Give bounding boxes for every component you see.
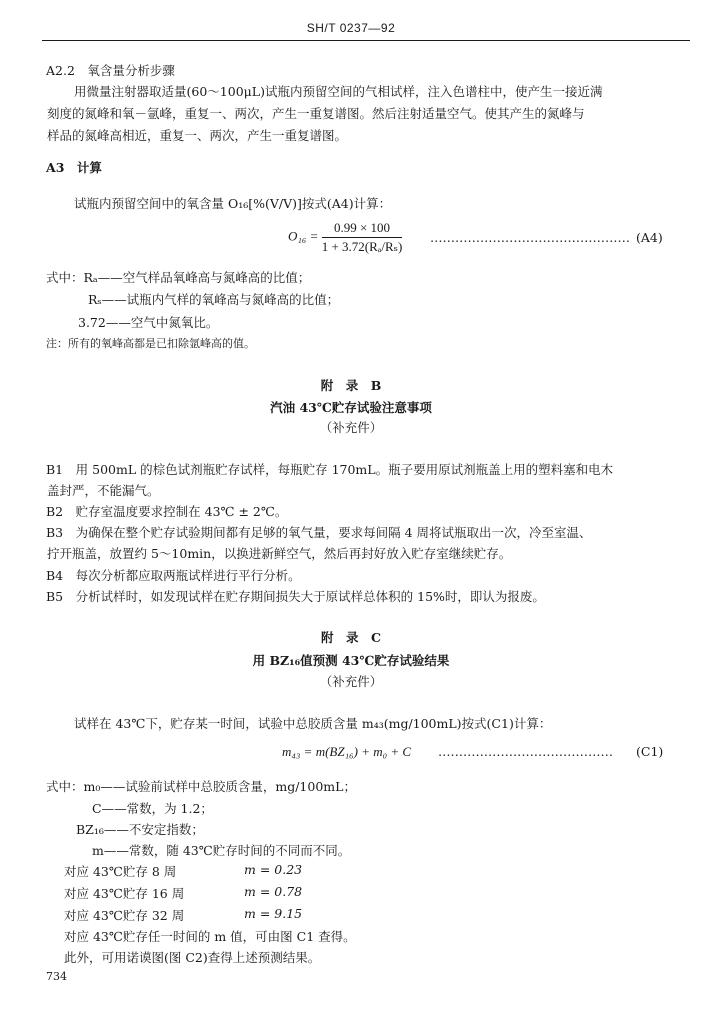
c1-where-c: C——常数，为 1.2； [92,801,213,816]
appendix-b-subtitle: （补充件） [319,420,383,435]
section-a22-line1: 用微量注射器取适量(60～100μL)试瓶内预留空间的气相试样，注入色谱柱中，使产生一接近满 [74,84,603,99]
equation-c1-number: (C1) [636,744,664,759]
appendix-c-label: 附 录 C [321,630,381,645]
m-row-value: m = 0.23 [244,862,303,877]
a3-where-rs: Rₛ——试瓶内气样的氧峰高与氮峰高的比值； [88,292,340,307]
equation-a4-fraction [322,220,403,255]
appendix-c-any-time: 对应 43℃贮存任一时间的 m 值，可由图 C1 查得。 [64,929,356,944]
item-b5: B5 分析试样时，如发现试样在贮存期间损失大于原试样总体积的 15%时，即认为报废。 [46,589,545,604]
appendix-c-intro: 试样在 43℃下，贮存某一时间，试验中总胶质含量 m₄₃(mg/100mL)按式(C1)计算： [74,716,552,731]
page-header: SH/T 0237—92 [306,21,396,35]
item-b4: B4 每次分析都应取两瓶试样进行平行分析。 [46,568,301,583]
page-number: 734 [46,970,67,983]
item-b3-line2: 拧开瓶盖，放置约 5～10min，以换进新鲜空气，然后再封好放入贮存室继续贮存。 [47,546,512,561]
appendix-c-title: 用 BZ₁₆值预测 43℃贮存试验结果 [252,653,450,668]
c1-where-bz16: BZ₁₆——不安定指数； [76,822,204,837]
appendix-c-subtitle: （补充件） [319,674,383,689]
m-row-value: m = 9.15 [244,906,303,921]
a3-note: 注：所有的氧峰高都是已扣除氩峰高的值。 [46,337,255,350]
equation-a4-numerator: 0.99 × 100 [322,220,403,238]
appendix-c-nomogram: 此外，可用诺谟图(图 C2)查得上述预测结果。 [64,950,321,965]
a3-where-ratio: 3.72——空气中氮氧比。 [78,315,219,330]
equation-a4-number: (A4) [636,230,663,245]
c1-where-m: m——常数，随 43℃贮存时间的不同而不同。 [92,843,351,858]
equation-c1-leader: …………………………………… [438,744,613,759]
m-row-label: 对应 43℃贮存 16 周 [64,886,185,901]
item-b1-line2: 盖封严，不能漏气。 [47,483,160,498]
item-b3-line1: B3 为确保在整个贮存试验期间都有足够的氧气量，要求每间隔 4 周将试瓶取出一次，冷至室温、 [46,525,592,540]
equation-a4-leader: ………………………………………… [430,230,630,245]
m-row-label: 对应 43℃贮存 8 周 [64,864,177,879]
section-a22-line3: 样品的氮峰高相近，重复一、两次，产生一重复谱图。 [47,128,348,143]
section-a22-title: A2.2 氧含量分析步骤 [46,63,175,78]
c1-where-m0: 式中：m₀——试验前试样中总胶质含量，mg/100mL； [46,779,356,794]
m-row-value: m = 0.78 [244,884,303,899]
equation-c1: m₄₃ = m(BZ₁₆) + m₀ + C [282,744,412,759]
appendix-b-title: 汽油 43℃贮存试验注意事项 [270,400,432,415]
item-b2: B2 贮存室温度要求控制在 43℃ ± 2℃。 [46,504,288,519]
header-rule [42,40,690,41]
section-a3-intro: 试瓶内预留空间中的氧含量 O₁₆[%(V/V)]按式(A4)计算： [74,196,392,211]
item-b1-line1: B1 用 500mL 的棕色试剂瓶贮存试样，每瓶贮存 170mL。瓶子要用原试剂瓶盖上用的塑料塞和电木 [46,462,614,477]
section-a3-title: A3 计算 [46,160,102,175]
section-a22-line2: 刻度的氮峰和氧－氩峰，重复一、两次，产生一重复谱图。然后注射适量空气。使其产生的氮峰与 [47,106,585,121]
a3-where-ra: 式中：Rₐ——空气样品氧峰高与氮峰高的比值； [46,270,311,285]
m-row-label: 对应 43℃贮存 32 周 [64,908,185,923]
equation-a4-lhs: O₁₆ = [288,228,319,244]
appendix-b-label: 附 录 B [320,378,382,393]
equation-a4 [288,220,402,255]
equation-a4-denominator: 1 + 3.72(Rₐ/Rₛ) [321,239,403,254]
